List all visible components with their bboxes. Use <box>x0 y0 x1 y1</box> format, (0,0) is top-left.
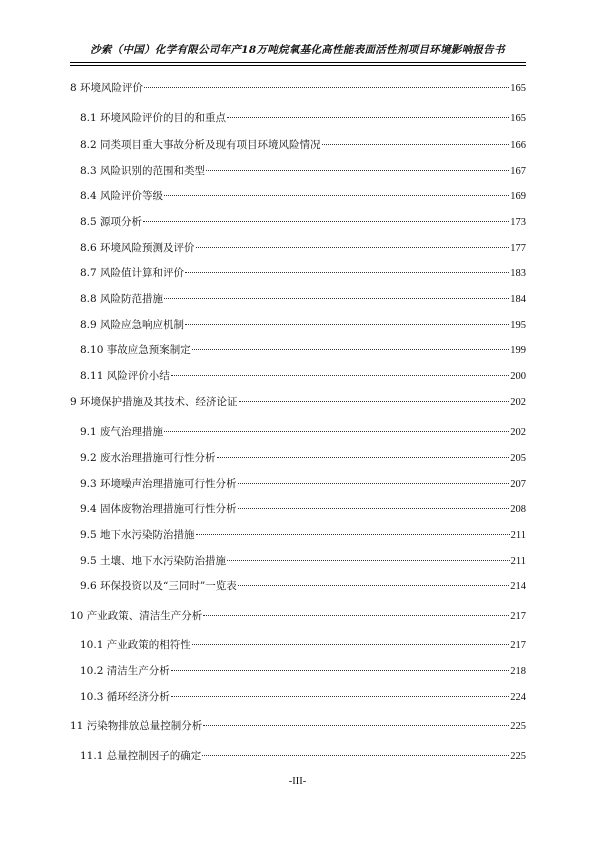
toc-entry[interactable] <box>80 163 526 179</box>
toc-leader-dots <box>203 615 509 616</box>
toc-entry-label: 9.5 地下水污染防治措施 <box>80 529 195 541</box>
toc-leader-dots <box>202 755 509 756</box>
toc-entry[interactable] <box>80 663 526 679</box>
toc-entry[interactable] <box>80 527 526 543</box>
toc-leader-dots <box>217 457 510 458</box>
toc-entry-label: 10.2 清洁生产分析 <box>80 665 170 677</box>
toc-entry[interactable] <box>80 748 526 764</box>
toc-entry-label: 9.3 环境噪声治理措施可行性分析 <box>80 478 237 490</box>
header-rule-top <box>70 62 526 63</box>
toc-entry[interactable] <box>80 291 526 307</box>
toc-entry-page: 167 <box>510 166 526 177</box>
toc-entry-label: 10.3 循环经济分析 <box>80 691 170 703</box>
toc-entry[interactable] <box>80 110 526 126</box>
toc-leader-dots <box>192 644 510 645</box>
toc-entry-label: 8.10 事故应急预案制定 <box>80 344 191 356</box>
toc-entry[interactable] <box>80 450 526 466</box>
toc-entry[interactable] <box>80 188 526 204</box>
toc-leader-dots <box>144 87 509 88</box>
toc-entry-label: 9 环境保护措施及其技术、经济论证 <box>70 396 238 408</box>
toc-entry-page: 225 <box>510 751 526 762</box>
toc-entry[interactable] <box>80 342 526 358</box>
toc-leader-dots <box>171 670 510 671</box>
toc-leader-dots <box>203 725 509 726</box>
toc-entry-page: 177 <box>510 243 526 254</box>
toc-leader-dots <box>196 534 510 535</box>
toc-entry-page: 214 <box>510 581 526 592</box>
toc-entry-page: 199 <box>510 345 526 356</box>
toc-entry-label: 11.1 总量控制因子的确定 <box>80 750 202 762</box>
toc-entry-label: 9.1 废气治理措施 <box>80 426 164 438</box>
toc-entry-label: 8 环境风险评价 <box>70 82 144 94</box>
toc-leader-dots <box>227 560 510 561</box>
toc-entry[interactable] <box>70 718 526 734</box>
toc-entry-page: 200 <box>510 371 526 382</box>
toc-leader-dots <box>185 272 509 273</box>
toc-entry-label: 10.1 产业政策的相符性 <box>80 639 191 651</box>
toc-entry-label: 8.2 同类项目重大事故分析及现有项目环境风险情况 <box>80 139 321 151</box>
toc-leader-dots <box>185 324 509 325</box>
toc-entry[interactable] <box>80 265 526 281</box>
toc-entry-label: 11 污染物排放总量控制分析 <box>70 720 203 732</box>
toc-entry-label: 8.7 风险值计算和评价 <box>80 267 185 279</box>
toc-leader-dots <box>227 117 509 118</box>
toc-entry[interactable] <box>80 637 526 653</box>
toc-entry-page: 183 <box>510 268 526 279</box>
toc-entry-page: 202 <box>510 397 526 408</box>
toc-entry[interactable] <box>70 394 526 410</box>
toc-entry-page: 169 <box>510 191 526 202</box>
toc-leader-dots <box>164 195 509 196</box>
toc-entry-label: 8.9 风险应急响应机制 <box>80 319 185 331</box>
toc-entry-label: 9.6 环保投资以及“三同时”一览表 <box>80 580 237 592</box>
toc-entry[interactable] <box>80 424 526 440</box>
toc-entry-label: 8.5 源项分析 <box>80 216 143 228</box>
toc-leader-dots <box>164 431 509 432</box>
toc-entry-label: 8.1 环境风险评价的目的和重点 <box>80 112 227 124</box>
toc-entry-page: 165 <box>510 113 526 124</box>
toc-leader-dots <box>196 247 510 248</box>
toc-entry-page: 173 <box>510 217 526 228</box>
toc-leader-dots <box>171 696 510 697</box>
toc-entry[interactable] <box>80 501 526 517</box>
toc-entry[interactable] <box>80 240 526 256</box>
toc-entry-page: 202 <box>510 427 526 438</box>
toc-entry-page: 166 <box>510 140 526 151</box>
toc-entry-page: 211 <box>510 530 526 541</box>
toc-entry-page: 211 <box>510 556 526 567</box>
toc-leader-dots <box>238 585 509 586</box>
toc-entry-page: 207 <box>510 479 526 490</box>
toc-leader-dots <box>322 144 510 145</box>
toc-entry-label: 10 产业政策、清洁生产分析 <box>70 610 203 622</box>
toc-entry-label: 8.8 风险防范措施 <box>80 293 164 305</box>
report-header-title: 沙索（中国）化学有限公司年产18万吨烷氧基化高性能表面活性剂项目环境影响报告书 <box>90 44 505 56</box>
toc-entry[interactable] <box>70 608 526 624</box>
toc-entry-label: 8.3 风险识别的范围和类型 <box>80 165 206 177</box>
toc-entry-page: 205 <box>510 453 526 464</box>
toc-entry-page: 217 <box>510 611 526 622</box>
toc-leader-dots <box>171 375 510 376</box>
page-number: -III- <box>288 776 307 787</box>
toc-entry-label: 9.4 固体废物治理措施可行性分析 <box>80 503 237 515</box>
toc-leader-dots <box>239 401 510 402</box>
toc-entry-page: 195 <box>510 320 526 331</box>
toc-entry-label: 9.2 废水治理措施可行性分析 <box>80 452 216 464</box>
toc-entry[interactable] <box>80 214 526 230</box>
toc-leader-dots <box>206 170 509 171</box>
toc-entry-label: 8.4 风险评价等级 <box>80 190 164 202</box>
toc-entry-label: 8.6 环境风险预测及评价 <box>80 242 195 254</box>
header-rule-bottom <box>70 65 526 66</box>
toc-leader-dots <box>143 221 509 222</box>
toc-entry-page: 218 <box>510 666 526 677</box>
toc-entry[interactable] <box>80 476 526 492</box>
toc-entry-page: 225 <box>510 721 526 732</box>
toc-leader-dots <box>238 508 510 509</box>
toc-entry-page: 165 <box>510 83 526 94</box>
toc-entry[interactable] <box>80 368 526 384</box>
toc-leader-dots <box>192 349 510 350</box>
toc-entry[interactable] <box>80 553 526 569</box>
toc-leader-dots <box>164 298 509 299</box>
toc-entry[interactable] <box>80 689 526 705</box>
toc-entry-page: 224 <box>510 692 526 703</box>
toc-entry[interactable] <box>80 137 526 153</box>
toc-entry-page: 208 <box>510 504 526 515</box>
toc-entry[interactable] <box>80 578 526 594</box>
toc-entry-page: 217 <box>510 640 526 651</box>
toc-entry[interactable] <box>70 80 526 96</box>
toc-entry-label: 9.5 土壤、地下水污染防治措施 <box>80 555 227 567</box>
toc-leader-dots <box>238 483 510 484</box>
toc-entry-page: 184 <box>510 294 526 305</box>
toc-entry[interactable] <box>80 317 526 333</box>
toc-entry-label: 8.11 风险评价小结 <box>80 370 170 382</box>
